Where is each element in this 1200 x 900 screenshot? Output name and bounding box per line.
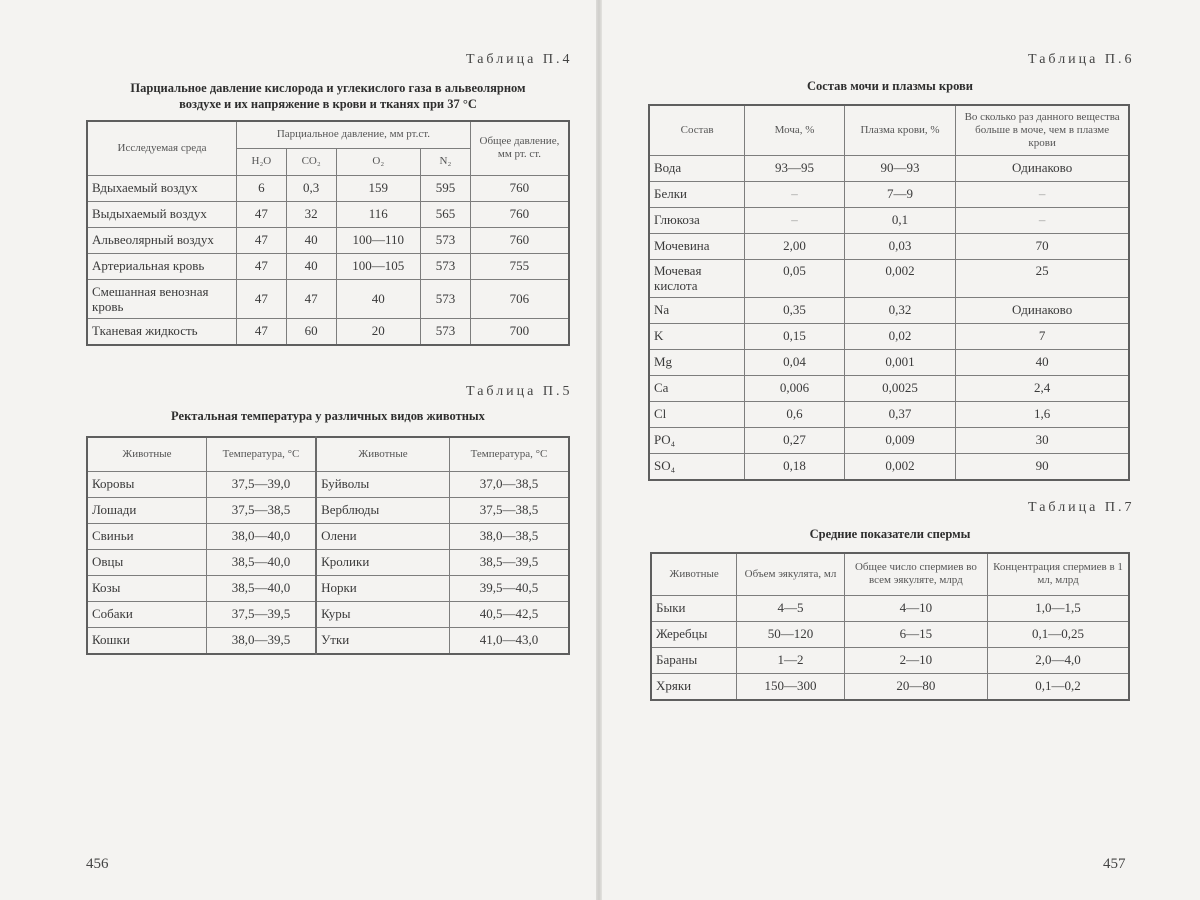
page-number-right: 457 (1103, 856, 1126, 872)
table4-cell-co2: 40 (286, 227, 336, 253)
table4-header-total: Общее давление, мм рт. ст. (470, 121, 569, 175)
table5-cell-animal: Козы (87, 575, 206, 601)
table5-cell-temp: 37,5—39,0 (206, 471, 316, 497)
table4-cell-o2: 100—105 (336, 253, 420, 279)
table6-cell-plasma: 0,009 (844, 427, 955, 453)
table5-cell-animal: Кролики (316, 549, 449, 575)
table7-cell-name: Хряки (651, 673, 737, 700)
table6-cell-plasma: 7—9 (844, 181, 955, 207)
table-row (649, 453, 1129, 480)
table6-cell-name: Mg (649, 349, 745, 375)
table5-cell-temp: 37,5—39,5 (206, 601, 316, 627)
table4-cell-co2: 0,3 (286, 175, 336, 201)
table6-cell-plasma: 0,001 (844, 349, 955, 375)
table5-title: Ректальная температура у различных видов животных (171, 409, 485, 423)
table5-cell-animal: Коровы (87, 471, 206, 497)
table6-cell-name: Мочевая кислота (649, 259, 745, 297)
table5-cell-temp: 38,0—38,5 (449, 523, 569, 549)
table7 (650, 552, 1130, 701)
table5 (86, 436, 570, 655)
table-row (649, 349, 1129, 375)
table-row (651, 673, 1129, 700)
table4-header-co2: CO₂ (286, 148, 336, 175)
table4-cell-o2: 100—110 (336, 227, 420, 253)
table5-cell-temp: 38,5—40,0 (206, 575, 316, 601)
table-row (87, 201, 569, 227)
table-row (649, 207, 1129, 233)
table6-cell-ratio: 2,4 (956, 375, 1129, 401)
table7-cell-conc: 0,1—0,2 (988, 673, 1129, 700)
table4-header-medium: Исследуемая среда (87, 121, 236, 175)
table6-cell-ratio: 40 (956, 349, 1129, 375)
table5-cell-animal: Лошади (87, 497, 206, 523)
table4-cell-n2: 573 (421, 253, 471, 279)
table-row (87, 471, 569, 497)
page-number-left: 456 (86, 856, 109, 872)
table4-cell-n2: 595 (421, 175, 471, 201)
table5-cell-temp: 40,5—42,5 (449, 601, 569, 627)
table6-cell-name: PO₄ (649, 427, 745, 453)
table5-cell-animal: Куры (316, 601, 449, 627)
table4-cell-h2o: 6 (236, 175, 286, 201)
table7-cell-conc: 0,1—0,25 (988, 621, 1129, 647)
table6-title: Состав мочи и плазмы крови (807, 79, 973, 93)
table6-cell-ratio: 30 (956, 427, 1129, 453)
table6-body (649, 155, 1129, 480)
table6-cell-ratio: – (956, 181, 1129, 207)
table-row (649, 427, 1129, 453)
table6-cell-name: Мочевина (649, 233, 745, 259)
table4-cell-name: Вдыхаемый воздух (87, 175, 236, 201)
table-row (87, 279, 569, 318)
table6-cell-name: Cl (649, 401, 745, 427)
table4-header-row1 (87, 121, 569, 148)
table6-cell-ratio: Одинаково (956, 297, 1129, 323)
table4-cell-name: Смешанная венозная кровь (87, 279, 236, 318)
table5-cell-temp: 38,5—39,5 (449, 549, 569, 575)
table6 (648, 104, 1130, 481)
table6-cell-plasma: 0,1 (844, 207, 955, 233)
table5-cell-animal: Утки (316, 627, 449, 654)
table6-cell-name: K (649, 323, 745, 349)
table4-cell-o2: 40 (336, 279, 420, 318)
table5-header-animals-1: Животные (87, 437, 206, 471)
table4-header-n2: N₂ (421, 148, 471, 175)
table-row (649, 155, 1129, 181)
table6-cell-ratio: 25 (956, 259, 1129, 297)
table4-header-partial: Парциальное давление, мм рт.ст. (236, 121, 470, 148)
table4-cell-co2: 60 (286, 318, 336, 345)
table6-cell-ratio: 7 (956, 323, 1129, 349)
table-row (87, 627, 569, 654)
table5-cell-temp: 38,5—40,0 (206, 549, 316, 575)
table6-cell-urine: 93—95 (745, 155, 845, 181)
table5-cell-temp: 37,0—38,5 (449, 471, 569, 497)
table-row (87, 318, 569, 345)
table7-cell-volume: 50—120 (737, 621, 845, 647)
table4-cell-name: Выдыхаемый воздух (87, 201, 236, 227)
table4-cell-h2o: 47 (236, 318, 286, 345)
table-row (87, 175, 569, 201)
table6-cell-ratio: 90 (956, 453, 1129, 480)
table5-cell-temp: 41,0—43,0 (449, 627, 569, 654)
table7-cell-total: 2—10 (844, 647, 987, 673)
table4-cell-h2o: 47 (236, 227, 286, 253)
table7-label: Таблица П.7 (1028, 500, 1135, 515)
table7-header-row (651, 553, 1129, 595)
table4-cell-total: 760 (470, 201, 569, 227)
table4-cell-o2: 116 (336, 201, 420, 227)
table-row (649, 259, 1129, 297)
table-row (651, 595, 1129, 621)
table5-header-animals-2: Животные (316, 437, 449, 471)
table4-cell-co2: 47 (286, 279, 336, 318)
table5-header-temp-1: Температура, °С (206, 437, 316, 471)
table-row (649, 233, 1129, 259)
table5-cell-temp: 37,5—38,5 (206, 497, 316, 523)
table5-cell-animal: Олени (316, 523, 449, 549)
table6-cell-plasma: 0,0025 (844, 375, 955, 401)
table4-cell-o2: 20 (336, 318, 420, 345)
table5-cell-temp: 39,5—40,5 (449, 575, 569, 601)
table4-cell-n2: 573 (421, 318, 471, 345)
table6-cell-plasma: 0,37 (844, 401, 955, 427)
table6-cell-name: SO₄ (649, 453, 745, 480)
table-row (87, 523, 569, 549)
table-row (87, 601, 569, 627)
table-row (649, 323, 1129, 349)
table7-cell-volume: 4—5 (737, 595, 845, 621)
table-row (651, 647, 1129, 673)
table6-cell-urine: 0,15 (745, 323, 845, 349)
table6-cell-urine: 2,00 (745, 233, 845, 259)
table6-cell-urine: – (745, 207, 845, 233)
table4-cell-total: 755 (470, 253, 569, 279)
table7-cell-conc: 1,0—1,5 (988, 595, 1129, 621)
table6-cell-ratio: Одинаково (956, 155, 1129, 181)
table4-cell-n2: 573 (421, 227, 471, 253)
table6-header-plasma: Плазма крови, % (844, 105, 955, 155)
table6-header-row (649, 105, 1129, 155)
table6-cell-name: Белки (649, 181, 745, 207)
table4-title (86, 80, 570, 112)
table6-cell-urine: 0,04 (745, 349, 845, 375)
table4-header-o2: O₂ (336, 148, 420, 175)
table4-cell-name: Альвеолярный воздух (87, 227, 236, 253)
table6-label: Таблица П.6 (1028, 52, 1135, 67)
table6-header-composition: Состав (649, 105, 745, 155)
table6-cell-name: Глюкоза (649, 207, 745, 233)
table7-cell-total: 6—15 (844, 621, 987, 647)
table5-cell-animal: Свиньи (87, 523, 206, 549)
table-row (87, 575, 569, 601)
table7-header-volume: Объем эякулята, мл (737, 553, 845, 595)
table4-cell-h2o: 47 (236, 279, 286, 318)
table6-cell-urine: 0,18 (745, 453, 845, 480)
table-row (651, 621, 1129, 647)
table6-cell-plasma: 0,02 (844, 323, 955, 349)
table7-cell-conc: 2,0—4,0 (988, 647, 1129, 673)
table-row (87, 227, 569, 253)
table5-cell-temp: 37,5—38,5 (449, 497, 569, 523)
table4 (86, 120, 570, 346)
table5-cell-animal: Овцы (87, 549, 206, 575)
table4-cell-total: 760 (470, 175, 569, 201)
table6-cell-plasma: 0,32 (844, 297, 955, 323)
table6-cell-plasma: 90—93 (844, 155, 955, 181)
table6-cell-urine: 0,6 (745, 401, 845, 427)
table4-body (87, 175, 569, 345)
table7-cell-name: Быки (651, 595, 737, 621)
table4-title-line1: Парциальное давление кислорода и углекислого газа в альвеолярном (130, 81, 526, 95)
table7-cell-total: 20—80 (844, 673, 987, 700)
table7-header-animals: Животные (651, 553, 737, 595)
book-spine (596, 0, 602, 900)
table6-cell-ratio: 70 (956, 233, 1129, 259)
table6-cell-plasma: 0,002 (844, 259, 955, 297)
table6-cell-urine: 0,35 (745, 297, 845, 323)
table4-cell-h2o: 47 (236, 201, 286, 227)
table6-cell-name: Na (649, 297, 745, 323)
table6-cell-name: Вода (649, 155, 745, 181)
table4-cell-total: 760 (470, 227, 569, 253)
table7-header-total: Общее число спермиев во всем эякуляте, млрд (844, 553, 987, 595)
table-row (649, 401, 1129, 427)
table-row (649, 297, 1129, 323)
table5-cell-animal: Буйволы (316, 471, 449, 497)
table7-title: Средние показатели спермы (809, 527, 971, 541)
table6-header-ratio: Во сколько раз данного вещества больше в моче, чем в плазме крови (956, 105, 1129, 155)
table5-cell-temp: 38,0—40,0 (206, 523, 316, 549)
table6-cell-plasma: 0,002 (844, 453, 955, 480)
table7-header-conc: Концентрация спермиев в 1 мл, млрд (988, 553, 1129, 595)
table4-cell-name: Артериальная кровь (87, 253, 236, 279)
table5-cell-animal: Норки (316, 575, 449, 601)
table5-cell-animal: Верблюды (316, 497, 449, 523)
table7-cell-name: Жеребцы (651, 621, 737, 647)
table-row (87, 253, 569, 279)
table4-header-h2o: H₂O (236, 148, 286, 175)
table5-body (87, 471, 569, 654)
table4-label: Таблица П.4 (466, 52, 573, 67)
table4-cell-n2: 565 (421, 201, 471, 227)
table4-cell-co2: 32 (286, 201, 336, 227)
table4-title-line2: воздухе и их напряжение в крови и тканях при 37 °С (179, 97, 477, 111)
table6-cell-name: Ca (649, 375, 745, 401)
table-row (649, 375, 1129, 401)
table6-cell-urine: 0,05 (745, 259, 845, 297)
table7-cell-total: 4—10 (844, 595, 987, 621)
table6-cell-ratio: – (956, 207, 1129, 233)
table4-cell-co2: 40 (286, 253, 336, 279)
table7-cell-name: Бараны (651, 647, 737, 673)
table-row (87, 497, 569, 523)
table-row (87, 549, 569, 575)
table6-cell-urine: 0,006 (745, 375, 845, 401)
table5-cell-animal: Кошки (87, 627, 206, 654)
table4-cell-total: 700 (470, 318, 569, 345)
table4-cell-h2o: 47 (236, 253, 286, 279)
table7-cell-volume: 1—2 (737, 647, 845, 673)
table4-cell-n2: 573 (421, 279, 471, 318)
table4-cell-total: 706 (470, 279, 569, 318)
table-row (649, 181, 1129, 207)
table6-header-urine: Моча, % (745, 105, 845, 155)
table5-header-temp-2: Температура, °С (449, 437, 569, 471)
table7-body (651, 595, 1129, 700)
table4-cell-name: Тканевая жидкость (87, 318, 236, 345)
table5-cell-temp: 38,0—39,5 (206, 627, 316, 654)
table6-cell-urine: – (745, 181, 845, 207)
table5-header-row (87, 437, 569, 471)
table4-cell-o2: 159 (336, 175, 420, 201)
table5-cell-animal: Собаки (87, 601, 206, 627)
table6-cell-urine: 0,27 (745, 427, 845, 453)
table6-cell-plasma: 0,03 (844, 233, 955, 259)
table7-cell-volume: 150—300 (737, 673, 845, 700)
table6-cell-ratio: 1,6 (956, 401, 1129, 427)
table5-label: Таблица П.5 (466, 384, 573, 399)
